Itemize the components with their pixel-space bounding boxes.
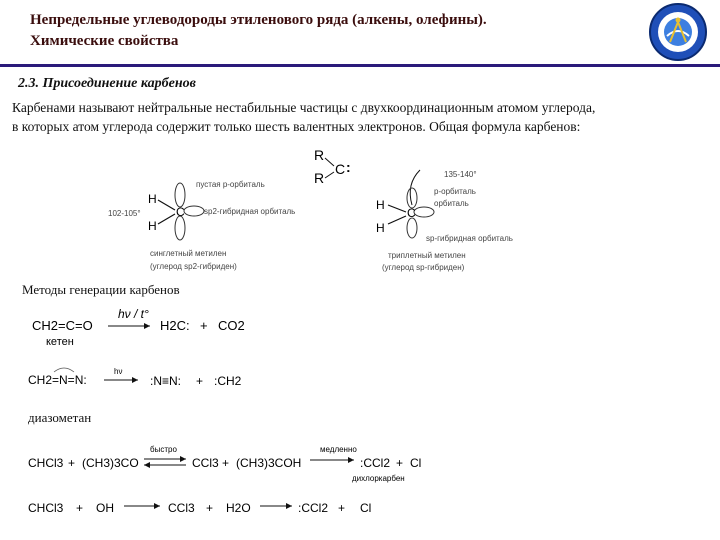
alt-plus2: + — [206, 501, 214, 515]
diazomethane-reaction — [28, 367, 242, 388]
triplet-p-orbital-bottom — [407, 218, 417, 238]
diazo-product1: :N≡N: — [150, 374, 182, 388]
singlet-label-p: пустая p-орбиталь — [196, 180, 265, 189]
singlet-sp2-orbital — [184, 206, 204, 216]
alt-product3: :CCl2 — [298, 501, 329, 515]
page-title-line1: Непредельные углеводороды этиленового ряда (алкены, олефины). — [30, 12, 487, 28]
singlet-h-bottom: H — [148, 219, 157, 233]
chloroform-reaction — [28, 445, 421, 483]
section-heading: 2.3. Присоединение карбенов — [18, 76, 196, 91]
ketene-condition: hν / t° — [118, 307, 149, 321]
singlet-h-top: H — [148, 192, 157, 206]
alt-plus1: + — [76, 501, 84, 515]
chloroform-product3-name: дихлоркарбен — [352, 474, 405, 483]
triplet-label-p: p-орбиталь — [434, 187, 476, 196]
triplet-angle-arc — [410, 170, 420, 205]
hydroxide-reaction — [28, 501, 371, 515]
chloroform-reactant1: CHCl3 — [28, 456, 64, 470]
diazo-product2: :CH2 — [214, 374, 242, 388]
triplet-angle: 135-140° — [444, 170, 477, 179]
singlet-p-orbital-top — [175, 183, 185, 207]
formula-dots: : — [346, 159, 351, 175]
methods-heading: Методы генерации карбенов — [22, 282, 180, 297]
ketene-reactant: CH2=C=O — [32, 318, 93, 333]
alt-reactant1: CHCl3 — [28, 501, 64, 515]
triplet-h-top: H — [376, 198, 385, 212]
chloroform-product1: CCl3 — [192, 456, 219, 470]
ketene-reaction — [32, 307, 245, 348]
singlet-p-orbital-bottom — [175, 216, 185, 240]
chloroform-plus2: + — [222, 456, 230, 470]
intro-line2: в которых атом углерода содержит только шесть валентных электронов. Общая формула карбенов: — [12, 119, 581, 134]
alt-product4: Cl — [360, 501, 372, 515]
chloroform-reactant2: (CH3)3CO — [82, 456, 139, 470]
general-carbene-formula — [314, 147, 351, 186]
triplet-c: C — [407, 206, 416, 220]
singlet-caption2: (углерод sp2-гибриден) — [150, 262, 237, 271]
alt-product1: CCl3 — [168, 501, 195, 515]
triplet-caption1: триплетный метилен — [388, 251, 466, 260]
ketene-plus: + — [200, 318, 208, 333]
chloroform-product2: (CH3)3COH — [236, 456, 302, 470]
formula-c: C — [335, 161, 346, 177]
formula-r-top: R — [314, 147, 325, 163]
triplet-label-sp: sp-гибридная орбиталь — [426, 234, 513, 243]
singlet-c: C — [176, 205, 185, 219]
triplet-caption2: (углерод sp-гибриден) — [382, 263, 465, 272]
singlet-label-sp2: sp2-гибридная орбиталь — [204, 207, 296, 216]
diazo-condition: hν — [114, 367, 123, 376]
diazo-reactant: CH2=N=N: — [28, 373, 87, 387]
singlet-angle: 102-105° — [108, 209, 141, 218]
chloroform-condition-slow: медленно — [320, 445, 357, 454]
triplet-sp-orbital — [414, 207, 434, 217]
chloroform-plus1: + — [68, 456, 76, 470]
alt-product2: H2O — [226, 501, 251, 515]
chloroform-product3: :CCl2 — [360, 456, 391, 470]
diazo-plus: + — [196, 374, 204, 388]
diazomethane-name: диазометан — [28, 410, 92, 425]
singlet-caption1: синглетный метилен — [150, 249, 227, 258]
formula-r-bottom: R — [314, 170, 325, 186]
ketene-product1: H2C: — [160, 318, 190, 333]
triplet-h-bottom: H — [376, 221, 385, 235]
singlet-methylene-diagram — [108, 180, 295, 271]
alt-plus3: + — [338, 501, 346, 515]
diazo-electron-arrow — [54, 368, 74, 372]
alt-reactant2: OH — [96, 501, 114, 515]
ketene-name: кетен — [46, 336, 74, 348]
page-title-line2: Химические свойства — [30, 33, 179, 49]
triplet-methylene-diagram — [376, 170, 513, 272]
chloroform-condition-fast: быстро — [150, 445, 177, 454]
chloroform-plus3: + — [396, 456, 404, 470]
intro-line1: Карбенами называют нейтральные нестабильные частицы с двухкоординационным атомом углерода, — [12, 100, 596, 115]
triplet-label-orb: орбиталь — [434, 199, 469, 208]
chloroform-product4: Cl — [410, 456, 422, 470]
ketene-product2: CO2 — [218, 318, 245, 333]
